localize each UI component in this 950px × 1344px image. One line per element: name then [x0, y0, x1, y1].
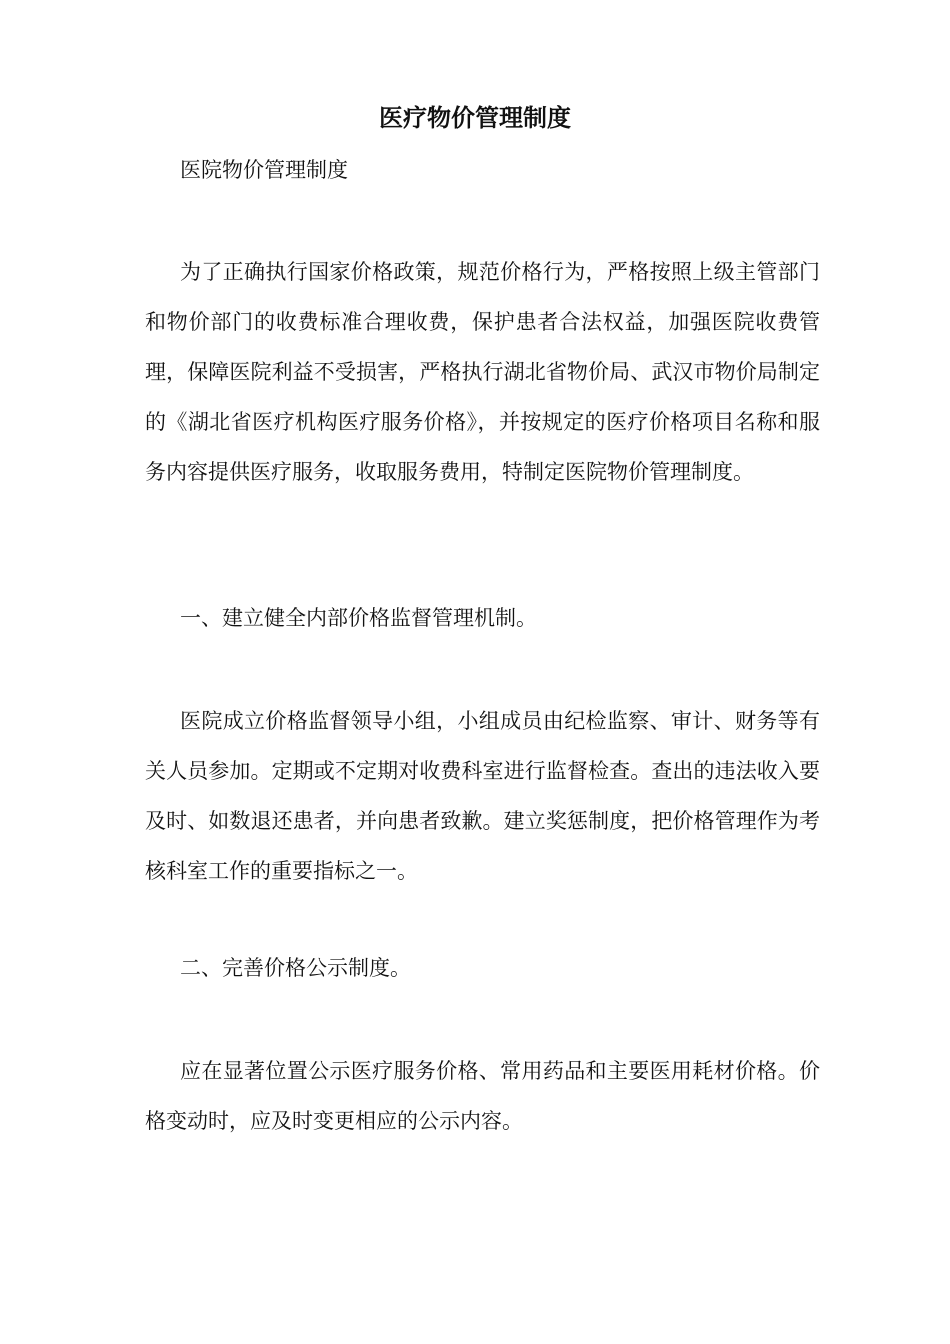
section-body-1: 医院成立价格监督领导小组，小组成员由纪检监察、审计、财务等有关人员参加。定期或不定期对收费科室进行监督检查。查出的违法收入要及时、如数退还患者，并向患者致歉。建立奖惩制度，把价格管理作为考核科室工作的重要指标之一。 — [145, 709, 820, 883]
intro-paragraph: 为了正确执行国家价格政策，规范价格行为，严格按照上级主管部门和物价部门的收费标准合理收费，保护患者合法权益，加强医院收费管理，保障医院利益不受损害，严格执行湖北省物价局、武汉市物价局制定的《湖北省医疗机构医疗服务价格》，并按规定的医疗价格项目名称和服务内容提供医疗服务，收取服务费用，特制定医院物价管理制度。 — [145, 260, 820, 484]
section-heading-2: 二、完善价格公示制度。 — [180, 956, 411, 980]
document-title: 医疗物价管理制度 — [379, 103, 571, 132]
document-subtitle: 医院物价管理制度 — [180, 158, 348, 182]
section-body-2: 应在显著位置公示医疗服务价格、常用药品和主要医用耗材价格。价格变动时，应及时变更相应的公示内容。 — [145, 1059, 820, 1133]
section-heading-1: 一、建立健全内部价格监督管理机制。 — [180, 606, 537, 630]
